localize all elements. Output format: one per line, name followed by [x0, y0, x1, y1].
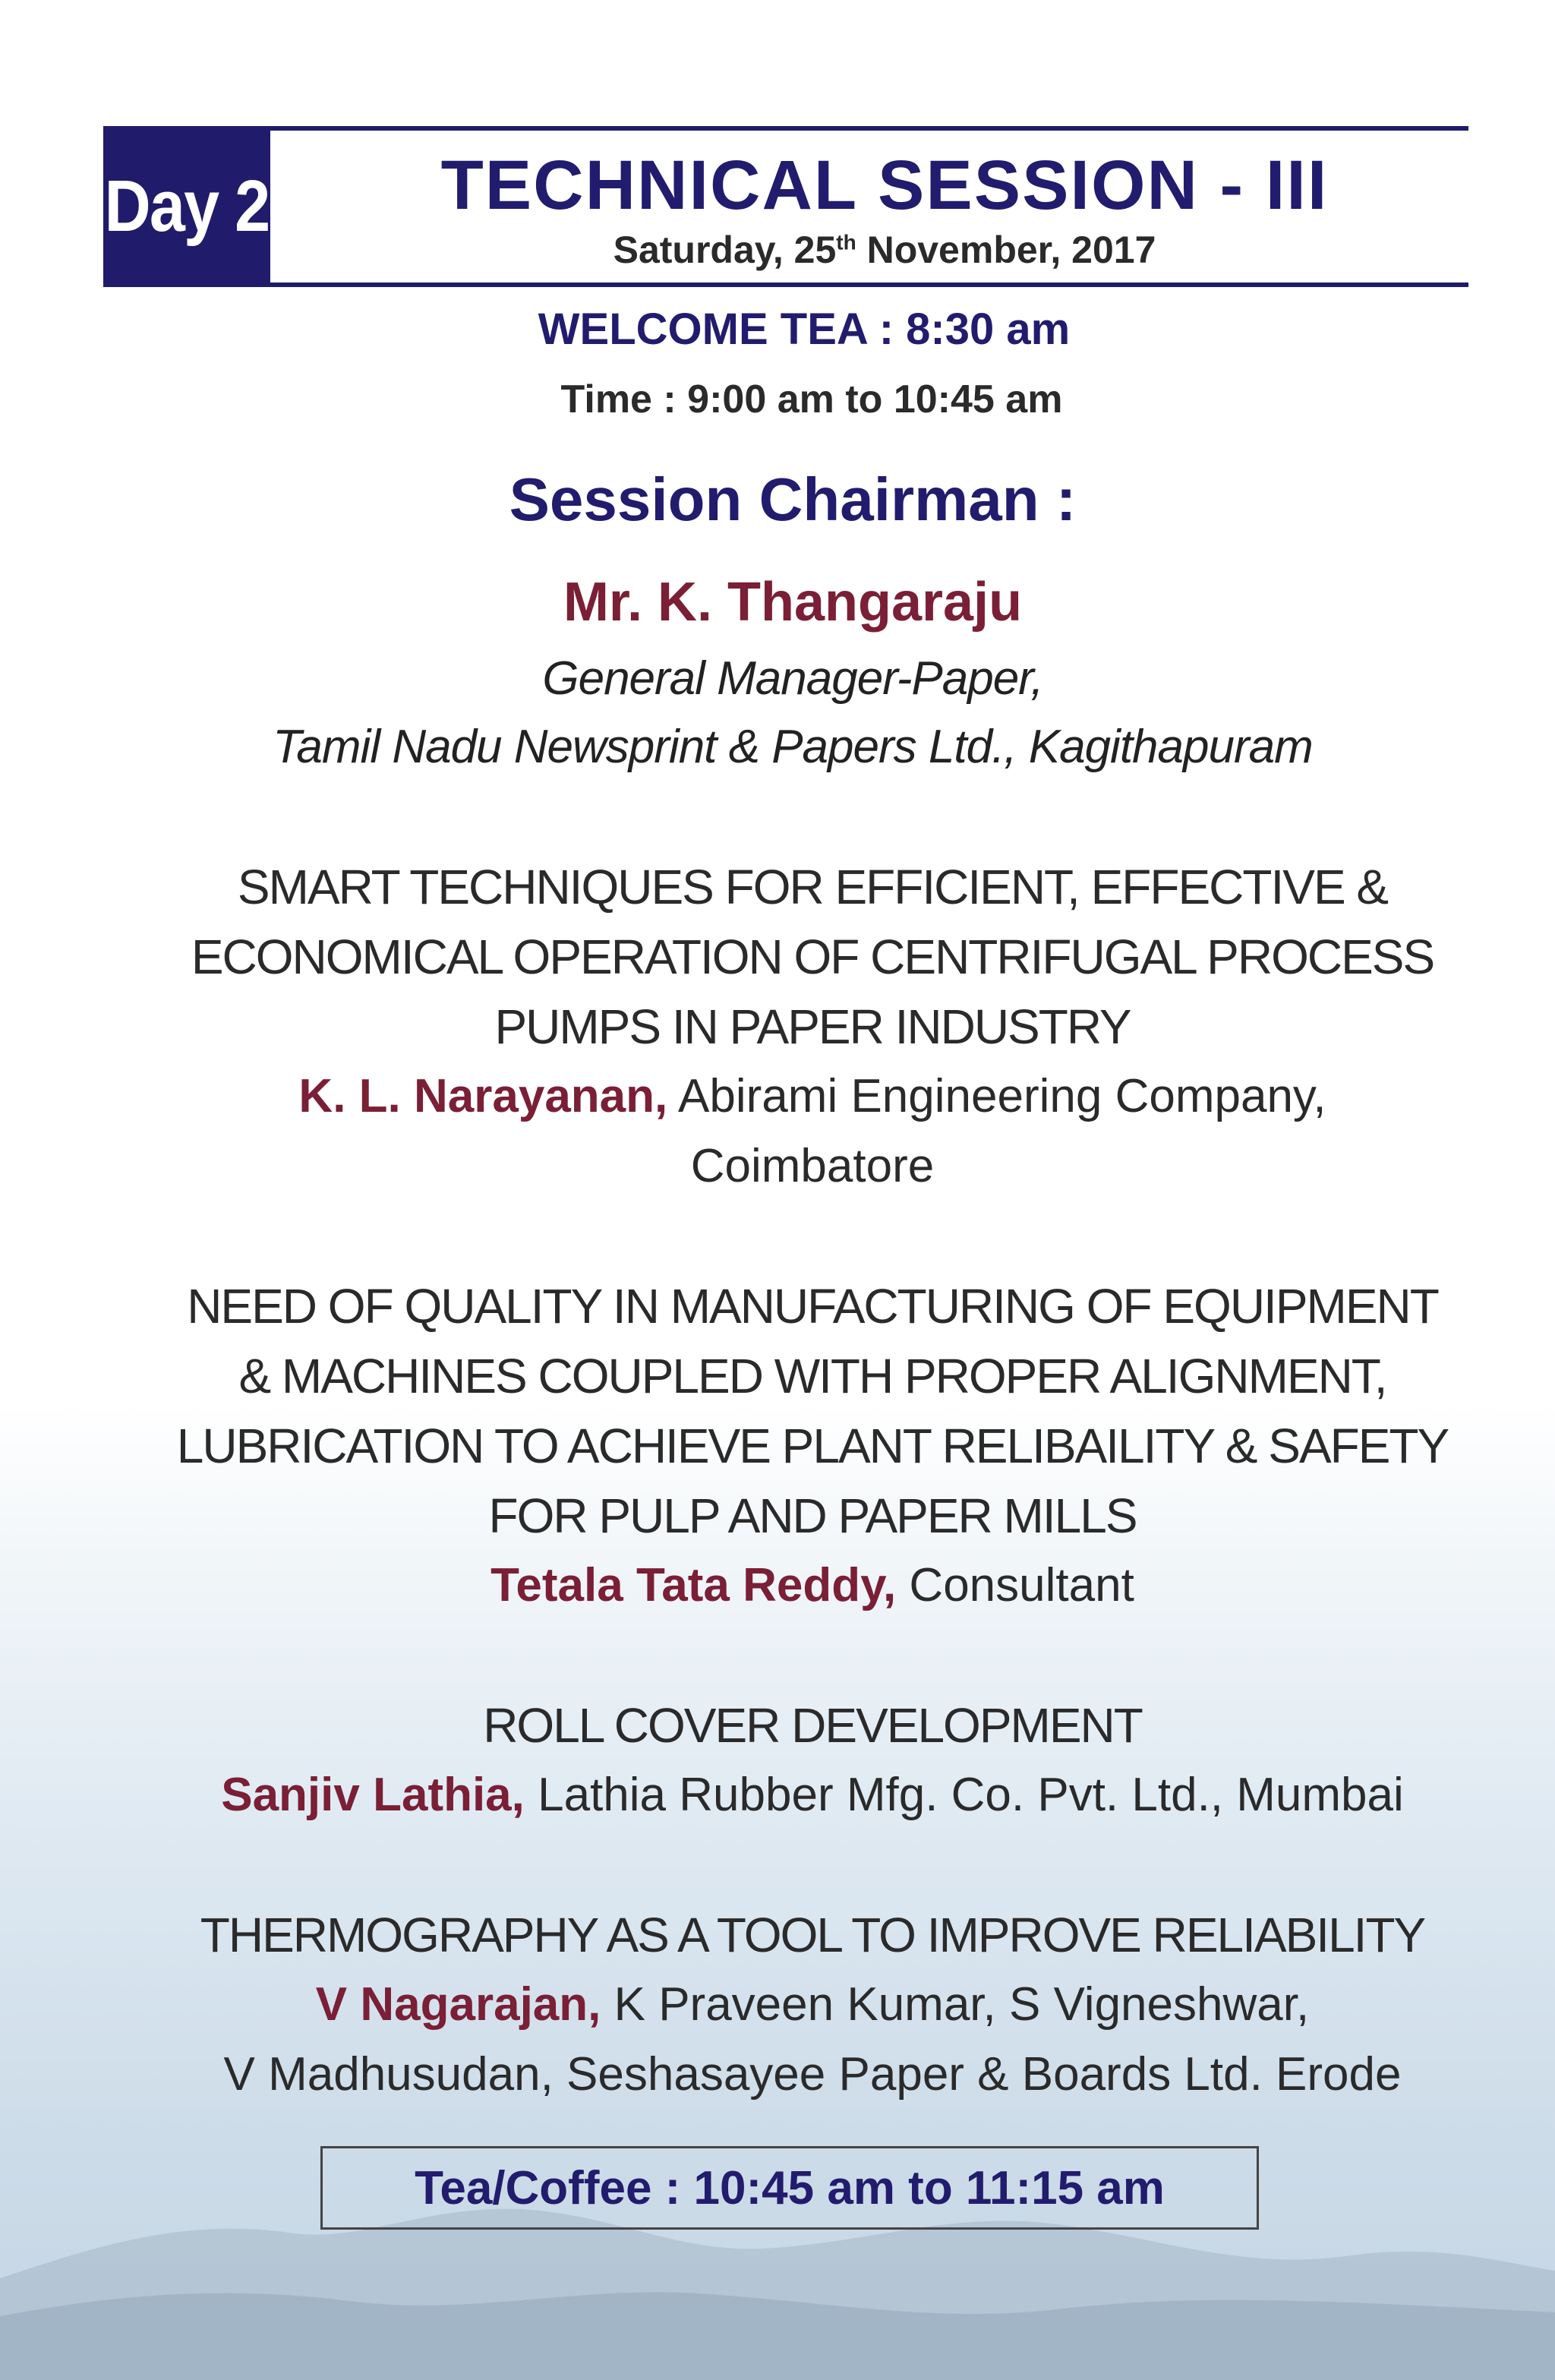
- speaker-affiliation: Abirami Engineering Company,: [667, 1070, 1326, 1122]
- tea-break-text: Tea/Coffee : 10:45 am to 11:15 am: [415, 2161, 1165, 2214]
- session-title: TECHNICAL SESSION - III: [440, 147, 1329, 224]
- talk-title-line: FOR PULP AND PAPER MILLS: [488, 1488, 1137, 1543]
- talk-title-line: & MACHINES COUPLED WITH PROPER ALIGNMENT,: [238, 1349, 1386, 1403]
- speaker-affiliation: Lathia Rubber Mfg. Co. Pvt. Ltd., Mumbai: [524, 1769, 1404, 1821]
- speaker-affiliation: K Praveen Kumar, S Vigneshwar,: [601, 1978, 1310, 2031]
- date-ordinal: th: [836, 230, 856, 254]
- talk-title-line: LUBRICATION TO ACHIEVE PLANT RELIBAILITY & SAFETY: [176, 1419, 1449, 1473]
- chairman-organization: Tamil Nadu Newsprint & Papers Ltd., Kagithapuram: [273, 721, 1313, 773]
- speaker-name: Sanjiv Lathia,: [221, 1769, 525, 1821]
- day-badge: Day 2: [103, 126, 270, 287]
- talk-title: [114, 1690, 1511, 1760]
- talk-title: [114, 852, 1511, 1062]
- chairman-label: Session Chairman :: [509, 466, 1077, 533]
- talk-speaker: [114, 1062, 1511, 1201]
- speaker-affiliation: Consultant: [896, 1559, 1134, 1611]
- speaker-name: Tetala Tata Reddy,: [490, 1559, 897, 1611]
- talk-title-line: PUMPS IN PAPER INDUSTRY: [494, 999, 1131, 1054]
- speaker-affiliation: Coimbatore: [690, 1140, 935, 1192]
- tea-break-box: [320, 2146, 1259, 2230]
- talk-title: [114, 1900, 1511, 1970]
- date-prefix: Saturday, 25: [613, 229, 837, 271]
- talk-title-line: ECONOMICAL OPERATION OF CENTRIFUGAL PROCESS: [191, 930, 1434, 984]
- speaker-name: V Nagarajan,: [315, 1978, 601, 2031]
- chairman-name: Mr. K. Thangaraju: [563, 572, 1023, 633]
- session-time: Time : 9:00 am to 10:45 am: [560, 377, 1063, 421]
- session-header: [103, 126, 1468, 287]
- talk-title-line: ROLL COVER DEVELOPMENT: [483, 1698, 1142, 1753]
- talk-title: [114, 1271, 1511, 1551]
- talk-title-line: THERMOGRAPHY AS A TOOL TO IMPROVE RELIABILITY: [200, 1908, 1425, 1962]
- date-suffix: November, 2017: [856, 229, 1156, 271]
- welcome-tea: WELCOME TEA : 8:30 am: [538, 305, 1071, 354]
- chairman-role: General Manager-Paper,: [542, 652, 1043, 705]
- talk-title-line: NEED OF QUALITY IN MANUFACTURING OF EQUIPMENT: [187, 1279, 1438, 1334]
- speaker-name: K. L. Narayanan,: [298, 1070, 668, 1122]
- talk-speaker: [114, 1760, 1511, 1830]
- talk-speaker: [114, 1970, 1511, 2110]
- session-date: [301, 228, 1468, 272]
- talk-title-line: SMART TECHNIQUES FOR EFFICIENT, EFFECTIVE &: [237, 860, 1388, 914]
- speaker-affiliation: V Madhusudan, Seshasayee Paper & Boards Ltd. Erode: [223, 2048, 1402, 2101]
- talk-speaker: [114, 1551, 1511, 1621]
